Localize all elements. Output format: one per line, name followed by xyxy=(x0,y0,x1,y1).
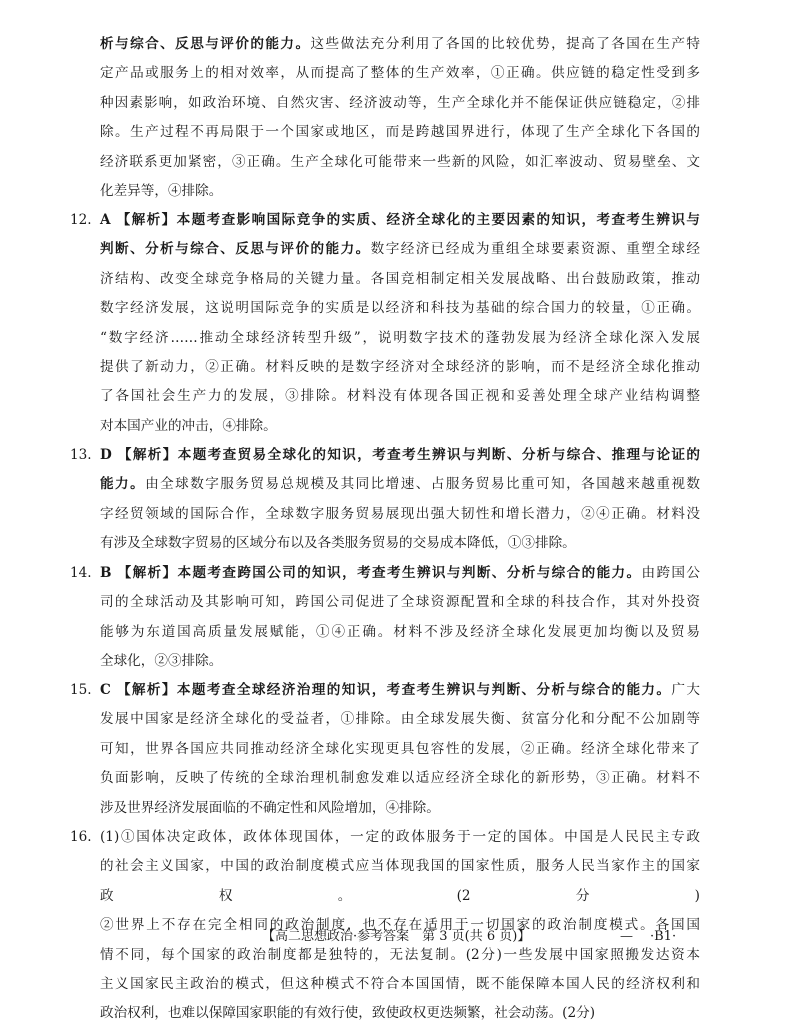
body-text: 发展中国家是经济全球化的受益者，①排除。由全球发展失衡、贫富分化和分配不公加剧等 xyxy=(100,711,700,728)
text-line xyxy=(100,735,700,764)
text-line xyxy=(100,148,700,177)
body-text: 数字经济发展，这说明国际竞争的实质是以经济和科技为基础的综合国力的较量，①正确。 xyxy=(100,300,700,317)
text-line xyxy=(100,412,700,441)
body-text: ②世界上不存在完全相同的政治制度，也不存在适用于一切国家的政治制度模式。各国国 xyxy=(100,917,700,934)
body-text: 的社会主义国家，中国的政治制度模式应当体现我国的国家性质，服务人民当家作主的国家 xyxy=(100,858,700,875)
question-number: 13. xyxy=(70,447,92,463)
body-text: 这些做法充分利用了各国的比较优势，提高了各国在生产特 xyxy=(310,36,701,52)
body-text: 广大 xyxy=(671,682,701,698)
bold-text: 析与综合、反思与评价的能力。 xyxy=(100,36,311,52)
answer-14 xyxy=(70,559,700,677)
text-line xyxy=(100,324,700,353)
text-line xyxy=(100,235,700,264)
text-line xyxy=(100,118,700,147)
text-line xyxy=(100,177,700,206)
text-line xyxy=(100,676,700,705)
footer-page-info: 【高二思想政治·参考答案 第 3 页(共 6 页)】 xyxy=(262,929,531,944)
body-text: 由跨国公 xyxy=(641,565,700,581)
answer-12 xyxy=(70,206,701,441)
text-line xyxy=(100,882,700,911)
question-number: 14. xyxy=(70,565,92,581)
carry-over-paragraph xyxy=(100,30,700,206)
text-line xyxy=(100,970,700,999)
text-line xyxy=(100,647,700,676)
body-text: 可知，世界各国应共同推动经济全球化实现更具包容性的发展，②正确。经济全球化带来了 xyxy=(100,740,700,757)
body-text: 除。生产过程不再局限于一个国家或地区，而是跨越国界进行，体现了生产全球化下各国的 xyxy=(100,124,700,141)
text-line xyxy=(100,30,700,59)
text-line xyxy=(100,470,700,499)
bold-text: 判断、分析与综合、反思与评价的能力。 xyxy=(100,241,371,258)
bold-text: A 【解析】本题考查影响国际竞争的实质、经济全球化的主要因素的知识，考查考生辨识与 xyxy=(100,212,700,228)
body-text: 情不同，每个国家的政治制度都是独特的，无法复制。(2分)一些发展中国家照搬发达资本 xyxy=(100,946,700,963)
bold-text: C 【解析】本题考查全球经济治理的知识，考查考生辨识与判断、分析与综合的能力。 xyxy=(100,682,672,698)
text-line xyxy=(100,618,700,647)
text-line xyxy=(100,294,700,323)
body-text: 了各国社会生产力的发展，③排除。材料没有体现各国正视和妥善处理全球产业结构调整 xyxy=(100,388,700,405)
body-text: 由全球数字服务贸易总规模及其同比增速、占服务贸易比重可知，各国越来越重视数 xyxy=(145,476,700,493)
body-text: 主义国家民主政治的模式，但这种模式不符合本国国情，既不能保障本国人民的经济权利和 xyxy=(100,975,700,992)
text-line xyxy=(100,764,700,793)
answer-13 xyxy=(70,441,700,559)
body-text: 涉及世界经济发展面临的不确定性和风险增加，④排除。 xyxy=(100,799,440,816)
body-text: 字经贸领域的国际合作，全球数字服务贸易展现出强大韧性和增长潜力，②④正确。材料没 xyxy=(100,505,700,522)
text-line xyxy=(100,89,700,118)
body-text: 定产品或服务上的相对效率，从而提高了整体的生产效率，①正确。供应链的稳定性受到多 xyxy=(100,65,700,82)
text-line xyxy=(100,559,700,588)
body-text: 司的全球活动及其影响可知，跨国公司促进了全球资源配置和全球的科技合作，其对外投资 xyxy=(100,594,700,611)
question-number: 15. xyxy=(70,682,92,698)
bold-text: 能力。 xyxy=(100,476,146,493)
bold-text: B 【解析】本题考查跨国公司的知识，考查考生辨识与判断、分析与综合的能力。 xyxy=(100,565,642,581)
body-text: (1)①国体决定政体，政体体现国体，一定的政体服务于一定的国体。中国是人民民主专政 xyxy=(100,829,700,845)
footer-code: ·B1· xyxy=(650,929,677,944)
body-text: 负面影响，反映了传统的全球治理机制愈发难以适应经济全球化的新形势，③正确。材料不 xyxy=(100,770,700,787)
text-line xyxy=(100,382,700,411)
text-line xyxy=(100,529,700,558)
text-line xyxy=(100,265,700,294)
body-text: 数字经济已经成为重组全球要素资源、重塑全球经 xyxy=(370,241,701,258)
body-text: 政治权利，也难以保障国家职能的有效行使，致使政权更迭频繁，社会动荡。(2分) xyxy=(100,1005,596,1022)
bold-text: D 【解析】本题考查贸易全球化的知识，考查考生辨识与判断、分析与综合、推理与论证的 xyxy=(100,447,700,463)
text-line xyxy=(100,852,700,881)
answer-15 xyxy=(70,676,701,823)
text-line xyxy=(100,999,700,1028)
body-text: 经济联系更加紧密，③正确。生产全球化可能带来一些新的风险，如汇率波动、贸易壁垒、文 xyxy=(100,153,700,170)
text-line xyxy=(100,794,700,823)
text-line xyxy=(100,441,700,470)
body-text: 有涉及全球数字贸易的区域分布以及各类服务贸易的交易成本降低，①③排除。 xyxy=(100,535,576,552)
body-text: 提供了新动力，②正确。材料反映的是数字经济对全球经济的影响，而不是经济全球化推动 xyxy=(100,358,700,375)
text-line xyxy=(100,206,700,235)
text-line xyxy=(100,500,700,529)
body-text: 全球化，②③排除。 xyxy=(100,653,223,670)
body-text: 能够为东道国高质量发展赋能，①④正确。材料不涉及经济全球化发展更加均衡以及贸易 xyxy=(100,623,700,640)
text-line xyxy=(100,353,700,382)
footer-dash: — xyxy=(620,929,633,944)
page-footer xyxy=(0,926,800,948)
body-text: “数字经济……推动全球经济转型升级”，说明数字技术的蓬勃发展为经济全球化深入发展 xyxy=(100,329,700,346)
body-text: 对本国产业的冲击，④排除。 xyxy=(100,417,277,434)
text-line xyxy=(100,59,700,88)
question-number: 16. xyxy=(70,829,92,845)
body-text: 济结构、改变全球竞争格局的关键力量。各国竞相制定相关发展战略、出台鼓励政策，推动 xyxy=(100,270,700,287)
text-line xyxy=(100,705,700,734)
body-text: 种因素影响，如政治环境、自然灾害、经济波动等，生产全球化并不能保证供应链稳定，②排 xyxy=(100,94,700,111)
text-line xyxy=(100,588,700,617)
body-text: 政权。(2分) xyxy=(100,887,700,904)
question-number: 12. xyxy=(70,212,92,228)
text-line xyxy=(100,823,700,852)
body-text: 化差异等，④排除。 xyxy=(100,182,223,199)
